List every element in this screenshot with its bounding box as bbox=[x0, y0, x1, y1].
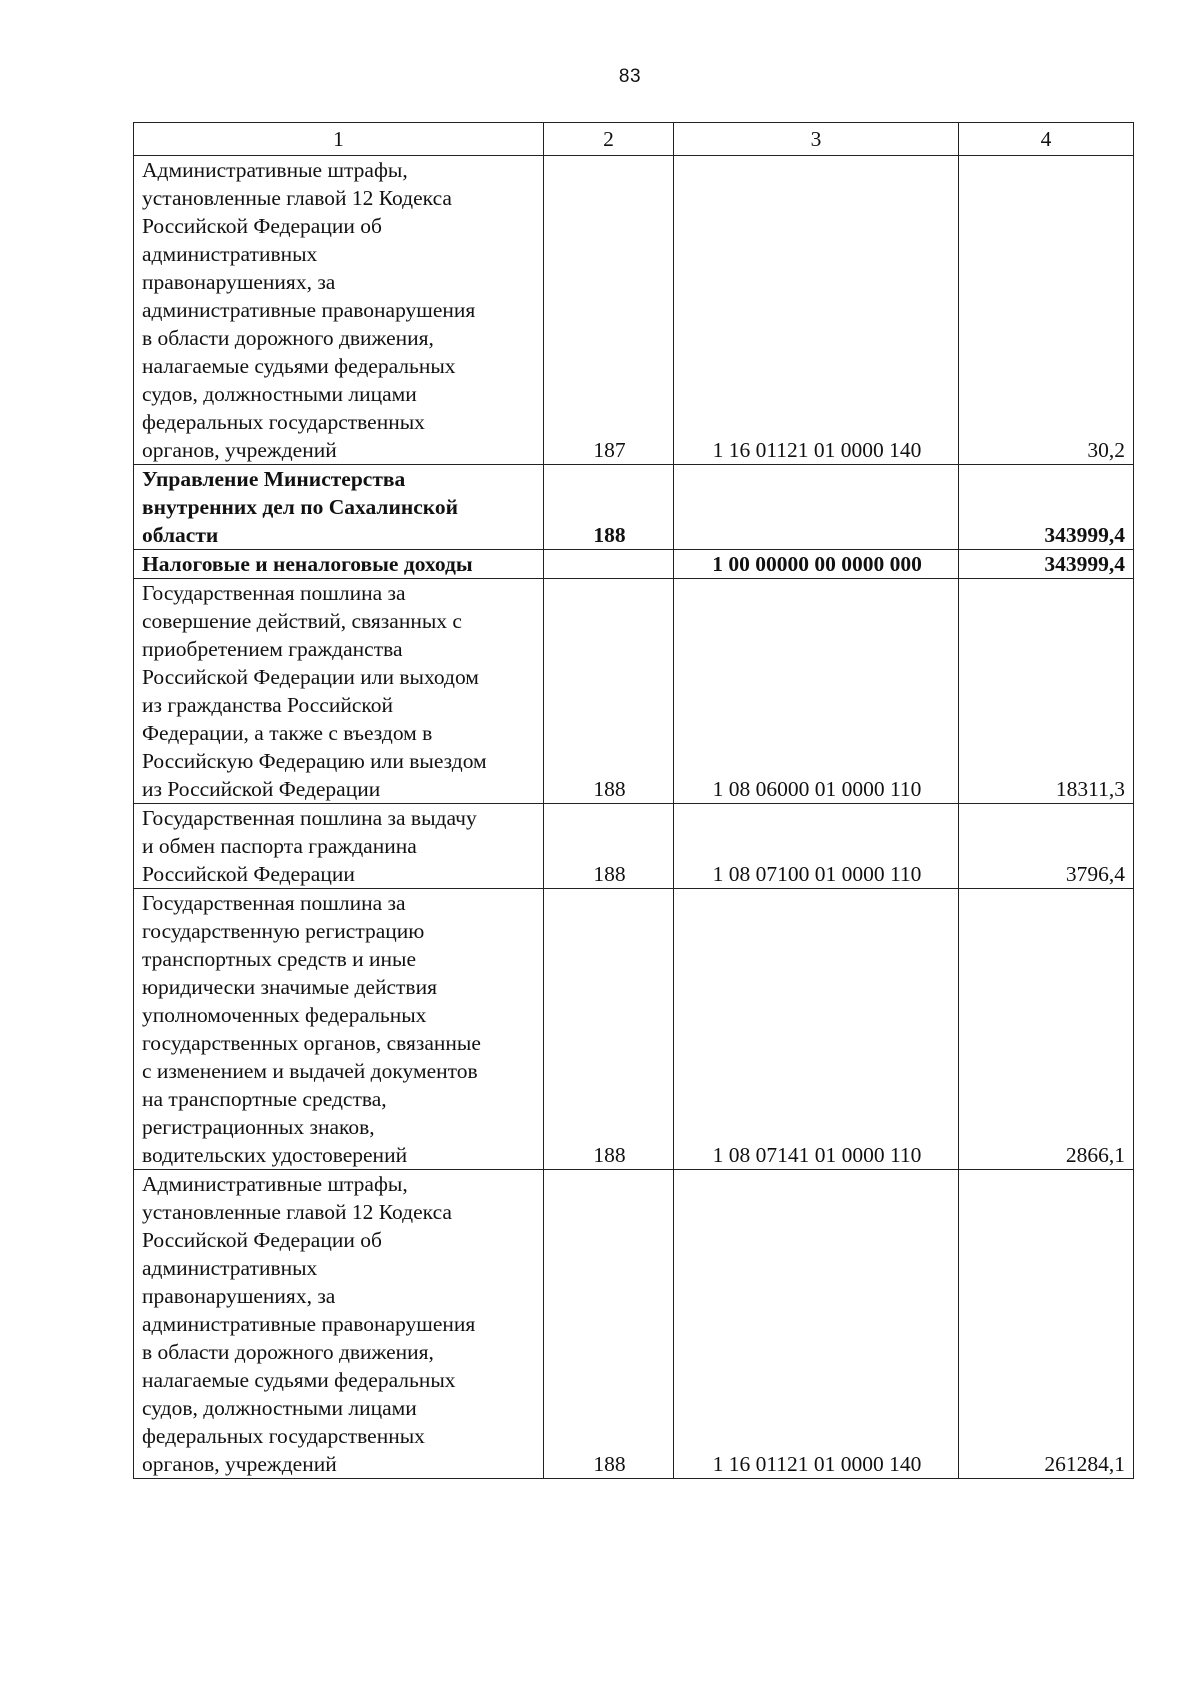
kbk-code-cell: 1 16 01121 01 0000 140 bbox=[674, 1170, 959, 1479]
revenue-name-line: Федерации, а также с въездом в bbox=[142, 721, 433, 745]
admin-code-cell: 188 bbox=[544, 804, 674, 889]
revenue-name-cell bbox=[134, 465, 544, 550]
revenue-name-line: водительских удостоверений bbox=[142, 1143, 408, 1167]
kbk-code-cell: 1 16 01121 01 0000 140 bbox=[674, 156, 959, 465]
admin-code-cell: 187 bbox=[544, 156, 674, 465]
admin-code-cell: 188 bbox=[544, 465, 674, 550]
admin-code-cell: 188 bbox=[544, 889, 674, 1170]
revenue-name-cell bbox=[134, 889, 544, 1170]
table-row bbox=[134, 550, 1134, 579]
revenue-name-line: с изменением и выдачей документов bbox=[142, 1059, 478, 1083]
kbk-code-cell: 1 08 07141 01 0000 110 bbox=[674, 889, 959, 1170]
revenue-name-cell bbox=[134, 1170, 544, 1479]
column-header-2: 2 bbox=[544, 123, 674, 156]
revenue-name-line: Государственная пошлина за bbox=[142, 581, 406, 605]
revenue-name-line: на транспортные средства, bbox=[142, 1087, 387, 1111]
amount-cell: 30,2 bbox=[959, 156, 1134, 465]
revenue-name-cell bbox=[134, 550, 544, 579]
admin-code-cell: 188 bbox=[544, 1170, 674, 1479]
table-row bbox=[134, 804, 1134, 889]
revenue-name-line: Российской Федерации об bbox=[142, 214, 382, 238]
revenue-name-line: административных bbox=[142, 1256, 318, 1280]
revenue-name-line: Российской Федерации или выходом bbox=[142, 665, 479, 689]
revenue-name-line: в области дорожного движения, bbox=[142, 1340, 434, 1364]
revenue-name-line: налагаемые судьями федеральных bbox=[142, 1368, 456, 1392]
table-row bbox=[134, 156, 1134, 465]
table-header-row bbox=[134, 123, 1134, 156]
revenue-name-line: налагаемые судьями федеральных bbox=[142, 354, 456, 378]
kbk-code-cell: 1 00 00000 00 0000 000 bbox=[674, 550, 959, 579]
amount-cell: 3796,4 bbox=[959, 804, 1134, 889]
amount-cell: 343999,4 bbox=[959, 550, 1134, 579]
revenue-name-line: из гражданства Российской bbox=[142, 693, 394, 717]
revenue-name-line: Государственная пошлина за bbox=[142, 891, 406, 915]
admin-code-cell: 188 bbox=[544, 579, 674, 804]
page-number: 83 bbox=[618, 66, 642, 87]
revenue-name-line: Российской Федерации об bbox=[142, 1228, 382, 1252]
revenue-name-line: федеральных государственных bbox=[142, 1424, 425, 1448]
revenue-name-line: государственных органов, связанные bbox=[142, 1031, 481, 1055]
table-row bbox=[134, 465, 1134, 550]
amount-cell: 261284,1 bbox=[959, 1170, 1134, 1479]
revenue-name-line: Государственная пошлина за выдачу bbox=[142, 806, 477, 830]
revenue-name-line: установленные главой 12 Кодекса bbox=[142, 1200, 452, 1224]
revenue-name-line: правонарушениях, за bbox=[142, 1284, 336, 1308]
revenue-name-line: Административные штрафы, bbox=[142, 1172, 408, 1196]
revenue-name-line: Административные штрафы, bbox=[142, 158, 408, 182]
amount-cell: 18311,3 bbox=[959, 579, 1134, 804]
revenue-name-line: правонарушениях, за bbox=[142, 270, 336, 294]
revenue-name-line: органов, учреждений bbox=[142, 1452, 337, 1476]
revenue-name-line: органов, учреждений bbox=[142, 438, 337, 462]
column-header-4: 4 bbox=[959, 123, 1134, 156]
revenue-name-line: в области дорожного движения, bbox=[142, 326, 434, 350]
revenue-name-cell bbox=[134, 804, 544, 889]
kbk-code-cell: 1 08 07100 01 0000 110 bbox=[674, 804, 959, 889]
revenue-table bbox=[133, 122, 1134, 1479]
revenue-name-line: Управление Министерства bbox=[142, 467, 406, 491]
revenue-name-line: внутренних дел по Сахалинской bbox=[142, 495, 459, 519]
revenue-name-line: Российской Федерации bbox=[142, 862, 355, 886]
revenue-name-line: совершение действий, связанных с bbox=[142, 609, 462, 633]
revenue-name-line: из Российской Федерации bbox=[142, 777, 381, 801]
revenue-name-line: регистрационных знаков, bbox=[142, 1115, 375, 1139]
revenue-name-line: судов, должностными лицами bbox=[142, 1396, 417, 1420]
revenue-name-line: Российскую Федерацию или выездом bbox=[142, 749, 487, 773]
revenue-name-line: федеральных государственных bbox=[142, 410, 425, 434]
revenue-name-line: юридически значимые действия bbox=[142, 975, 437, 999]
revenue-name-line: Налоговые и неналоговые доходы bbox=[142, 552, 473, 576]
table-row bbox=[134, 579, 1134, 804]
revenue-name-line: судов, должностными лицами bbox=[142, 382, 417, 406]
revenue-name-line: приобретением гражданства bbox=[142, 637, 403, 661]
admin-code-cell bbox=[544, 550, 674, 579]
revenue-name-line: государственную регистрацию bbox=[142, 919, 425, 943]
revenue-name-line: административные правонарушения bbox=[142, 1312, 476, 1336]
table-row bbox=[134, 889, 1134, 1170]
revenue-name-line: административных bbox=[142, 242, 318, 266]
revenue-name-line: транспортных средств и иные bbox=[142, 947, 417, 971]
table-row bbox=[134, 1170, 1134, 1479]
revenue-name-line: административные правонарушения bbox=[142, 298, 476, 322]
amount-cell: 2866,1 bbox=[959, 889, 1134, 1170]
amount-cell: 343999,4 bbox=[959, 465, 1134, 550]
column-header-1: 1 bbox=[134, 123, 544, 156]
kbk-code-cell bbox=[674, 465, 959, 550]
kbk-code-cell: 1 08 06000 01 0000 110 bbox=[674, 579, 959, 804]
revenue-name-line: и обмен паспорта гражданина bbox=[142, 834, 417, 858]
revenue-name-line: области bbox=[142, 523, 219, 547]
table-body bbox=[134, 123, 1134, 1479]
revenue-name-line: уполномоченных федеральных bbox=[142, 1003, 427, 1027]
revenue-name-cell bbox=[134, 156, 544, 465]
revenue-name-cell bbox=[134, 579, 544, 804]
revenue-name-line: установленные главой 12 Кодекса bbox=[142, 186, 452, 210]
column-header-3: 3 bbox=[674, 123, 959, 156]
